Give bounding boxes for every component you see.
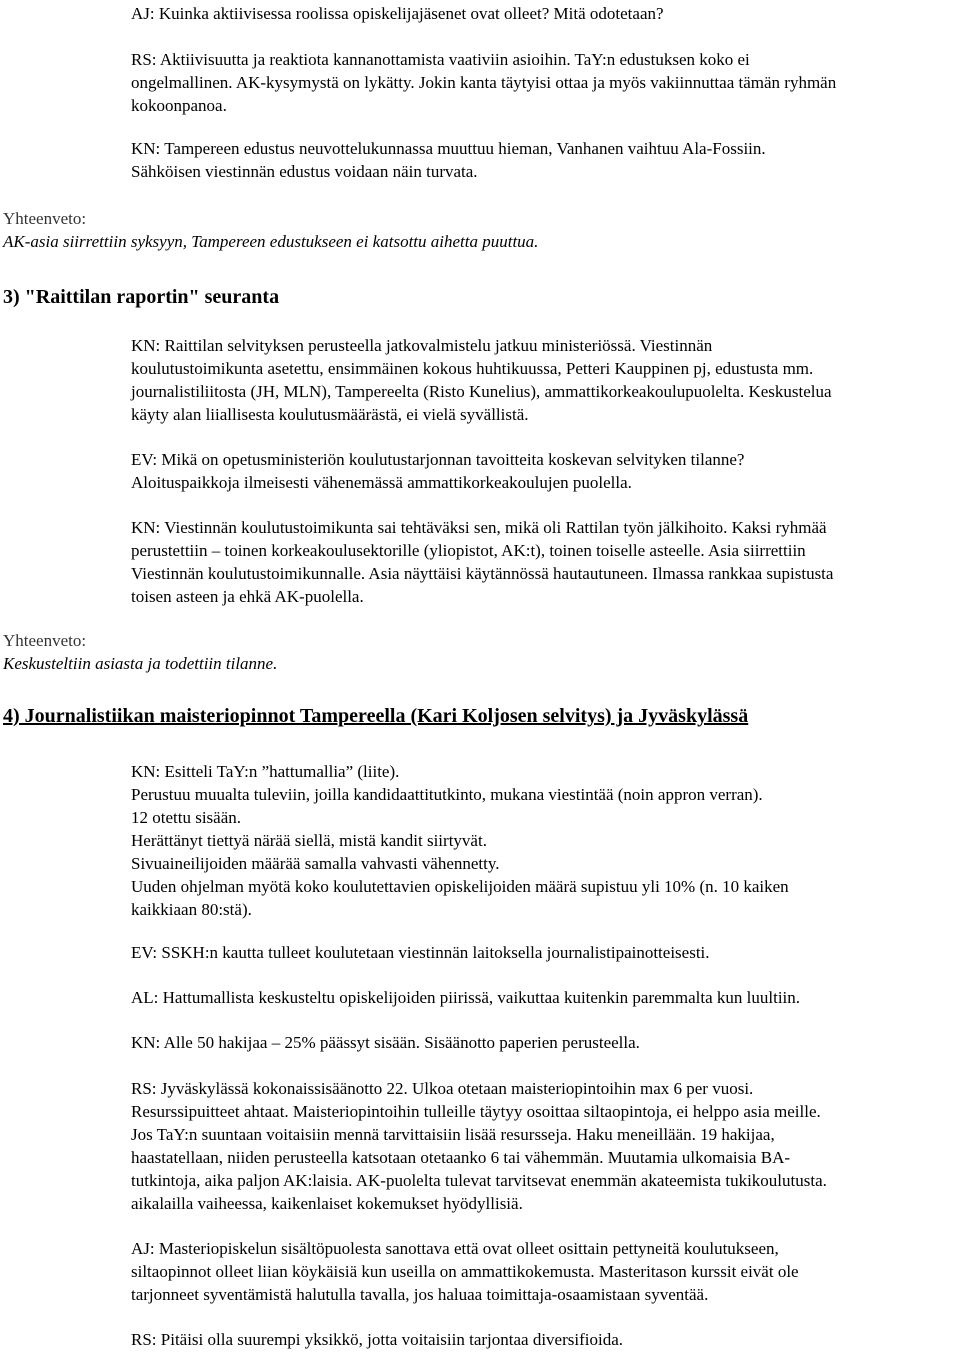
rs-paragraph	[131, 48, 836, 117]
summary-block	[3, 629, 277, 675]
ev-paragraph: EV: SSKH:n kautta tulleet koulutetaan viestinnän laitoksella journalistipainotteisesti.	[131, 943, 710, 962]
text-line: Sivuaineilijoiden määrää samalla vahvasti vähennetty.	[131, 854, 500, 873]
text-line: RS: Aktiivisuutta ja reaktiota kannanottamista vaativiin asioihin. TaY:n edustuksen koko ei	[131, 50, 750, 69]
text-line: Resurssipuitteet ahtaat. Maisteriopintoihin tulleille täytyy osoittaa siltaopintoja, ei helppo asia meille.	[131, 1102, 821, 1121]
text-line: kaikkiaan 80:stä).	[131, 900, 252, 919]
text-line: kokoonpanoa.	[131, 96, 227, 115]
text-line: KN: Raittilan selvityksen perusteella jatkovalmistelu jatkuu ministeriössä. Viestinnän	[131, 336, 713, 355]
kn-paragraph	[131, 137, 766, 183]
text-line: Viestinnän koulutustoimikunnalle. Asia näyttäisi käytännössä hautautuneen. Ilmassa rankkaa supistusta	[131, 564, 834, 583]
rs-paragraph	[131, 1077, 827, 1215]
text-line: RS: Jyväskylässä kokonaissisäänotto 22. Ulkoa otetaan maisteriopintoihin max 6 per vuosi.	[131, 1079, 754, 1098]
summary-label: Yhteenveto:	[3, 631, 87, 650]
text-line: KN: Viestinnän koulutustoimikunta sai tehtäväksi sen, mikä oli Rattilan työn jälkihoito. Kaksi ryhmää	[131, 518, 827, 537]
section-3-heading: 3) "Raittilan raportin" seuranta	[3, 286, 280, 308]
text-line: journalistiliitosta (JH, MLN), Tampereelta (Risto Kunelius), ammattikorkeakoulupuolelta. Keskustelua	[131, 382, 832, 401]
text-line: Herättänyt tiettyä närää siellä, mistä kandit siirtyvät.	[131, 831, 487, 850]
kn-paragraph	[131, 334, 832, 426]
text-line: Aloituspaikkoja ilmeisesti vähenemässä ammattikorkeakoulujen puolella.	[131, 473, 632, 492]
text-line: käyty alan liiallisesta koulutusmäärästä, ei vielä syvällistä.	[131, 405, 529, 424]
text-line: aikalailla vaiheessa, kaikenlaiset kokemukset hyödyllisiä.	[131, 1194, 523, 1213]
text-line: Uuden ohjelman myötä koko koulutettavien opiskelijoiden määrä supistuu yli 10% (n. 10 kaiken	[131, 877, 789, 896]
text-line: 12 otettu sisään.	[131, 808, 242, 827]
rs-paragraph: RS: Pitäisi olla suurempi yksikkö, jotta voitaisiin tarjontaa diversifioida.	[131, 1330, 624, 1349]
aj-question: AJ: Kuinka aktiivisessa roolissa opiskelijajäsenet ovat olleet? Mitä odotetaan?	[131, 4, 664, 23]
summary-text: AK-asia siirrettiin syksyyn, Tampereen edustukseen ei katsottu aihetta puuttua.	[3, 232, 539, 251]
summary-block	[3, 207, 538, 253]
text-line: perustettiin – toinen korkeakoulusektorille (yliopistot, AK:t), toinen toiselle asteelle. Asia siirrettiin	[131, 541, 806, 560]
al-paragraph: AL: Hattumallista keskusteltu opiskelijoiden piirissä, vaikuttaa kuitenkin paremmalta kun luultiin.	[131, 988, 801, 1007]
ev-paragraph	[131, 448, 744, 494]
text-line: toisen asteen ja ehkä AK-puolella.	[131, 587, 364, 606]
text-line: KN: Tampereen edustus neuvottelukunnassa muuttuu hieman, Vanhanen vaihtuu Ala-Fossiin.	[131, 139, 766, 158]
text-line: koulutustoimikunta asetettu, ensimmäinen kokous huhtikuussa, Petteri Kauppinen pj, edustusta mm.	[131, 359, 814, 378]
text-line: Jos TaY:n suuntaan voitaisiin mennä tarvittaisiin lisää resursseja. Haku meneillään. 19 hakijaa,	[131, 1125, 775, 1144]
summary-label: Yhteenveto:	[3, 209, 87, 228]
text-line: siltaopinnot olleet liian köykäisiä kun useilla on ammattikokemusta. Masteritason kurssit eivät ole	[131, 1262, 799, 1281]
kn-paragraph	[131, 516, 833, 608]
aj-paragraph	[131, 1237, 799, 1306]
text-line: haastatellaan, niiden perusteella katsotaan otetaanko 6 tai vähemmän. Muutamia ulkomaisia BA-	[131, 1148, 791, 1167]
section-4-heading: 4) Journalistiikan maisteriopinnot Tampereella (Kari Koljosen selvitys) ja Jyväskylässä	[3, 705, 749, 727]
text-line: AJ: Masteriopiskelun sisältöpuolesta sanottava että ovat olleet osittain pettyneitä koulutukseen,	[131, 1239, 779, 1258]
text-line: EV: Mikä on opetusministeriön koulutustarjonnan tavoitteita koskevan selvityken tilanne?	[131, 450, 745, 469]
text-line: KN: Esitteli TaY:n ”hattumallia” (liite).	[131, 762, 400, 781]
summary-text: Keskusteltiin asiasta ja todettiin tilanne.	[3, 654, 278, 673]
text-line: tutkintoja, aika paljon AK:laisia. AK-puolelta tulevat tarvitsevat enemmän akateemista tukikoulutusta.	[131, 1171, 827, 1190]
text-line: Sähköisen viestinnän edustus voidaan näin turvata.	[131, 162, 478, 181]
kn-paragraph	[131, 760, 789, 921]
kn-paragraph: KN: Alle 50 hakijaa – 25% päässyt sisään. Sisäänotto paperien perusteella.	[131, 1033, 640, 1052]
text-line: tarjonneet syventämistä halutulla tavalla, jos haluaa toimittaja-osaamistaan syventää.	[131, 1285, 709, 1304]
text-line: ongelmallinen. AK-kysymystä on lykätty. Jokin kanta täytyisi ottaa ja myös vakiinnuttaa tämän ryhmän	[131, 73, 837, 92]
text-line: Perustuu muualta tuleviin, joilla kandidaattitutkinto, mukana viestintää (noin appron verran).	[131, 785, 763, 804]
